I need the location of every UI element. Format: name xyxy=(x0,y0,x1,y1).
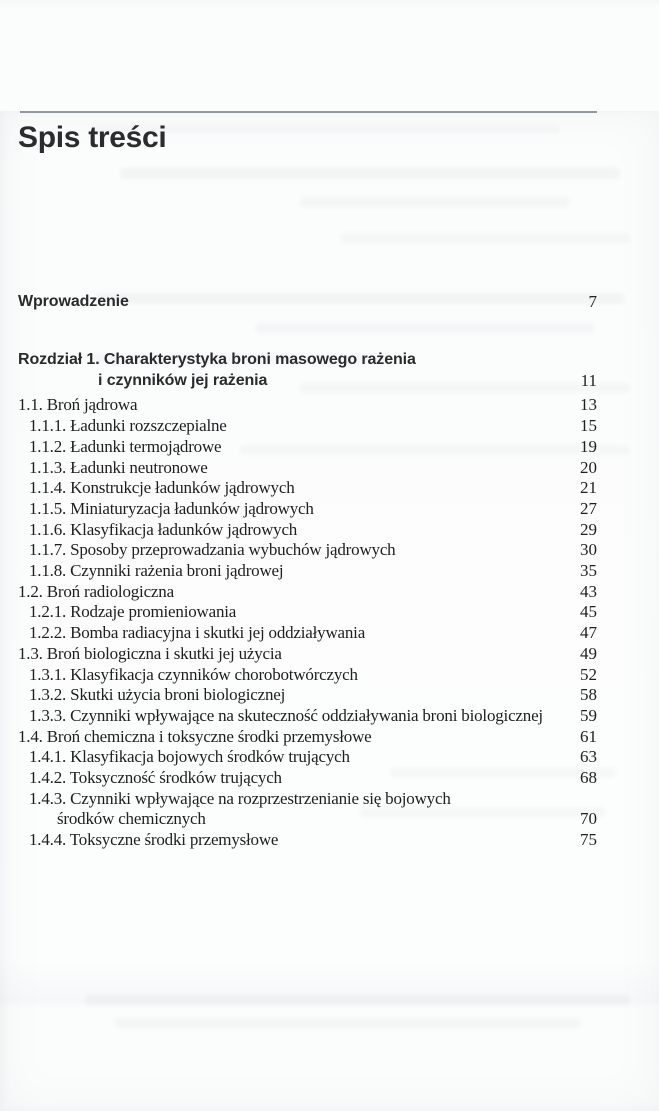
toc-entry-page: 43 xyxy=(580,581,597,601)
toc-entry-page: 52 xyxy=(580,664,597,684)
toc-entry-page: 61 xyxy=(580,726,597,746)
toc-entry xyxy=(0,602,597,623)
toc-entry-label: 1.1.7. Sposoby przeprowadzania wybuchów jądrowych xyxy=(29,540,396,560)
bleed-through-line xyxy=(340,233,630,243)
toc-entry-page: 68 xyxy=(580,768,597,788)
toc-entry-page: 30 xyxy=(580,540,597,560)
bleed-through-line xyxy=(120,168,620,179)
toc-entry-page: 35 xyxy=(580,561,597,581)
toc-entry-page: 27 xyxy=(580,498,597,518)
bleed-through-line xyxy=(300,197,570,207)
toc-entry xyxy=(0,478,597,499)
toc-entry-page: 45 xyxy=(580,602,597,622)
toc-entry-page: 21 xyxy=(580,478,597,498)
toc-entry-label: 1.1. Broń jądrowa xyxy=(18,395,138,415)
title-divider-rule xyxy=(20,111,597,113)
toc-entry xyxy=(0,665,597,686)
toc-entry-label: 1.3. Broń biologiczna i skutki jej użycia xyxy=(18,643,282,663)
toc-entry-label: 1.2. Broń radiologiczna xyxy=(18,581,174,601)
toc-entry xyxy=(0,520,597,541)
toc-entry-label: 1.4.2. Toksyczność środków trujących xyxy=(29,768,282,788)
table-of-contents xyxy=(0,291,597,851)
toc-entry-label: 1.1.5. Miniaturyzacja ładunków jądrowych xyxy=(29,498,314,518)
toc-entry xyxy=(0,437,597,458)
toc-entry-page: 13 xyxy=(580,395,597,415)
toc-entry-page: 75 xyxy=(580,830,597,850)
bleed-through-line xyxy=(85,995,630,1005)
toc-entry-label: 1.1.2. Ładunki termojądrowe xyxy=(29,436,222,456)
toc-entry-chapter-1 xyxy=(0,350,597,391)
toc-entry-label: 1.2.2. Bomba radiacyjna i skutki jej oddziaływania xyxy=(29,623,366,643)
toc-entry-page: 29 xyxy=(580,519,597,539)
toc-entry-page: 58 xyxy=(580,685,597,705)
toc-entry-page: 70 xyxy=(580,809,597,829)
toc-entry xyxy=(0,395,597,416)
toc-entry-page: 59 xyxy=(580,705,597,725)
toc-entry-page: 15 xyxy=(580,416,597,436)
toc-entry-label: 1.1.1. Ładunki rozszczepialne xyxy=(29,416,227,436)
toc-entry-label: 1.1.4. Konstrukcje ładunków jądrowych xyxy=(29,478,295,498)
chapter-title-line1: Rozdział 1. Charakterystyka broni masowego rażenia xyxy=(18,351,416,368)
toc-entry xyxy=(0,623,597,644)
toc-section-entries xyxy=(0,395,597,850)
toc-entry-page: 20 xyxy=(580,457,597,477)
toc-entry-label xyxy=(29,789,561,830)
toc-entry xyxy=(0,768,597,789)
toc-entry xyxy=(0,727,597,748)
toc-entry xyxy=(0,747,597,768)
scanned-book-page xyxy=(0,111,659,1111)
toc-entry xyxy=(0,789,597,830)
toc-entry-label: 1.4.1. Klasyfikacja bojowych środków trujących xyxy=(29,747,350,767)
toc-entry-label: 1.2.1. Rodzaje promieniowania xyxy=(29,602,237,622)
bleed-through-line xyxy=(115,1018,580,1028)
toc-entry-page: 49 xyxy=(580,643,597,663)
toc-entry-label: 1.3.3. Czynniki wpływające na skuteczność oddziaływania broni biologicznej xyxy=(29,705,543,725)
toc-entry xyxy=(0,830,597,851)
toc-entry-label: Wprowadzenie xyxy=(18,293,129,310)
page-title: Spis treści xyxy=(18,121,167,154)
toc-entry-label: 1.1.6. Klasyfikacja ładunków jądrowych xyxy=(29,519,298,539)
toc-entry xyxy=(0,706,597,727)
toc-entry-page: 7 xyxy=(588,292,597,311)
toc-entry-wprowadzenie xyxy=(0,291,597,312)
toc-entry xyxy=(0,561,597,582)
toc-entry-page: 19 xyxy=(580,436,597,456)
toc-entry xyxy=(0,644,597,665)
toc-entry-page: 47 xyxy=(580,623,597,643)
toc-entry-label-line2: środków chemicznych xyxy=(57,809,206,829)
toc-entry xyxy=(0,685,597,706)
toc-entry xyxy=(0,582,597,603)
toc-entry-label: 1.1.3. Ładunki neutronowe xyxy=(29,457,208,477)
toc-entry xyxy=(0,540,597,561)
chapter-title-line2: i czynników jej rażenia xyxy=(98,371,268,389)
toc-entry-label-line1: 1.4.3. Czynniki wpływające na rozprzestrzenianie się bojowych xyxy=(29,788,451,808)
toc-entry xyxy=(0,458,597,479)
toc-entry-label: 1.3.2. Skutki użycia broni biologicznej xyxy=(29,685,286,705)
toc-entry-label: 1.1.8. Czynniki rażenia broni jądrowej xyxy=(29,561,284,581)
toc-entry-label: 1.4.4. Toksyczne środki przemysłowe xyxy=(29,830,279,850)
toc-entry-page: 63 xyxy=(580,747,597,767)
toc-entry-label xyxy=(18,350,561,391)
toc-entry xyxy=(0,416,597,437)
toc-entry-page: 11 xyxy=(580,370,597,390)
toc-entry xyxy=(0,499,597,520)
toc-entry-label: 1.4. Broń chemiczna i toksyczne środki przemysłowe xyxy=(18,726,372,746)
toc-entry-label: 1.3.1. Klasyfikacja czynników chorobotwórczych xyxy=(29,664,358,684)
